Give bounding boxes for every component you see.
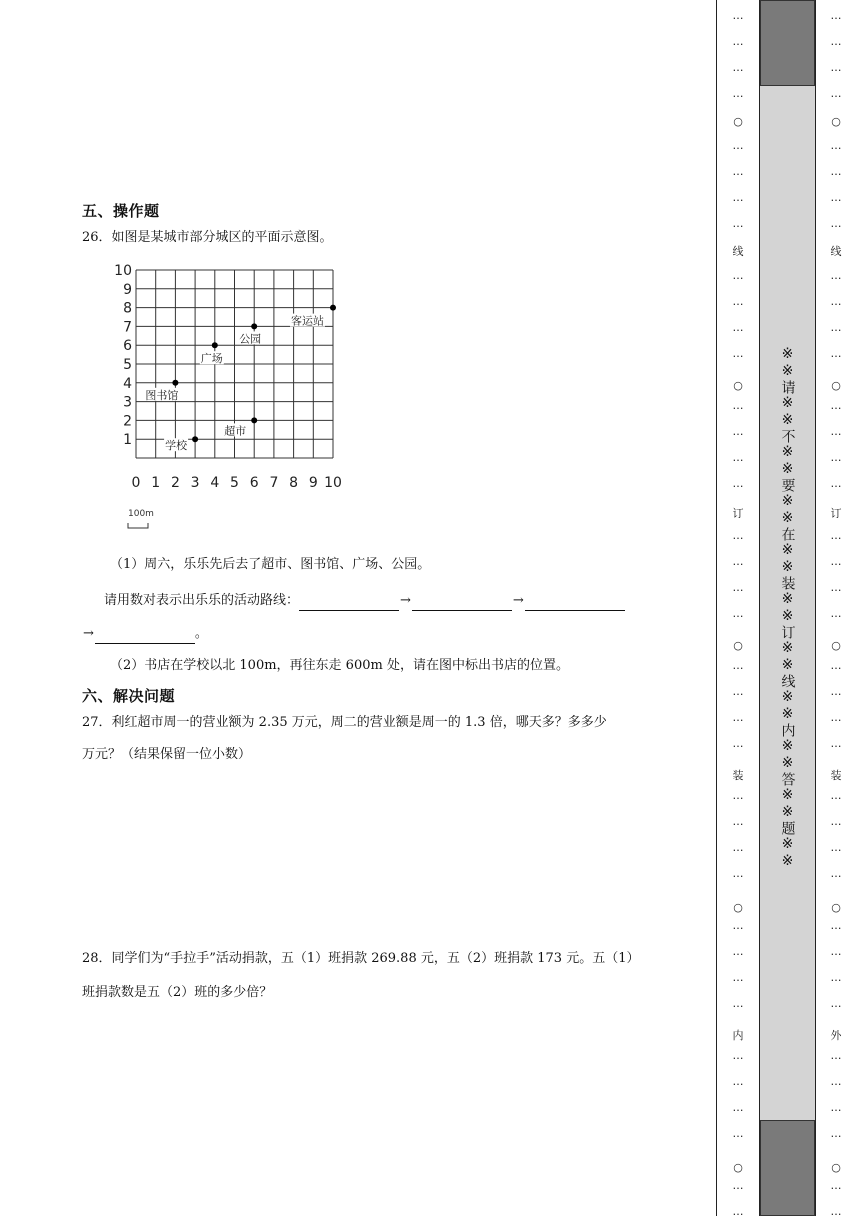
x-tick-label: 6 <box>249 475 259 491</box>
route-answer-line <box>104 591 625 611</box>
seal-dots: … <box>830 477 842 490</box>
seal-dots: … <box>830 9 842 22</box>
y-tick-label: 5 <box>123 357 132 373</box>
seal-dots: … <box>830 1205 842 1218</box>
seal-dots: … <box>732 555 744 568</box>
seal-dots: … <box>732 191 744 204</box>
seal-circle-icon: ○ <box>831 639 841 652</box>
seal-dots: … <box>732 1205 744 1218</box>
question-27-line1: 27．利红超市周一的营业额为 2.35 万元，周二的营业额是周一的 1.3 倍，哪天多？多多少 <box>82 715 607 730</box>
seal-dots: … <box>830 737 842 750</box>
seal-dots: … <box>732 685 744 698</box>
seal-label: 外 <box>830 1029 842 1042</box>
seal-dots: … <box>830 425 842 438</box>
point-label: 广场 <box>200 352 223 366</box>
seal-dots: … <box>732 321 744 334</box>
binding-warning-text: ※※请※※不※※要※※在※※装※※订※※线※※内※※答※※题※※ <box>779 346 796 870</box>
scale-bar <box>128 509 154 528</box>
route-answer-line-2 <box>82 624 208 644</box>
seal-dots: … <box>830 867 842 880</box>
seal-label: 装 <box>830 769 842 782</box>
arrow-2: → <box>512 593 524 608</box>
seal-dots: … <box>732 841 744 854</box>
y-tick-label: 2 <box>123 413 132 430</box>
seal-dots: … <box>732 711 744 724</box>
seal-dots: … <box>732 35 744 48</box>
seal-dots: … <box>732 399 744 412</box>
seal-dots: … <box>732 529 744 542</box>
point-label: 超市 <box>224 424 247 438</box>
seal-dots: … <box>830 659 842 672</box>
answer-blank-1[interactable] <box>299 596 399 611</box>
y-tick-label: 7 <box>123 319 132 336</box>
question-28-line2: 班捐款数是五（2）班的多少倍？ <box>82 985 273 1000</box>
seal-dots: … <box>830 1179 842 1192</box>
seal-dots: … <box>830 347 842 360</box>
point-label: 公园 <box>239 332 262 346</box>
seal-dots: … <box>830 165 842 178</box>
y-tick-label: 1 <box>123 432 132 449</box>
seal-dots: … <box>732 607 744 620</box>
seal-circle-icon: ○ <box>831 1161 841 1174</box>
seal-dots: … <box>732 165 744 178</box>
seal-dots: … <box>732 477 744 490</box>
scale-bar-mark <box>128 523 148 528</box>
x-tick-label: 0 <box>131 475 141 491</box>
binding-line-right <box>815 0 816 1216</box>
x-tick-label: 5 <box>230 475 239 491</box>
y-tick-label: 6 <box>123 338 132 355</box>
seal-dots: … <box>830 87 842 100</box>
seal-dots: … <box>732 425 744 438</box>
seal-circle-icon: ○ <box>831 115 841 128</box>
seal-dots: … <box>732 919 744 932</box>
seal-dots: … <box>830 1049 842 1062</box>
question-27-line2: 万元？（结果保留一位小数） <box>82 747 252 762</box>
seal-dots: … <box>830 191 842 204</box>
seal-dots: … <box>830 269 842 282</box>
seal-dots: … <box>830 997 842 1010</box>
question-26-part1: （1）周六，乐乐先后去了超市、图书馆、广场、公园。 <box>110 557 431 572</box>
arrow-1: → <box>400 593 411 608</box>
seal-circle-icon: ○ <box>733 115 743 128</box>
seal-circle-icon: ○ <box>733 379 743 392</box>
seal-dots: … <box>732 217 744 230</box>
seal-dots: … <box>830 529 842 542</box>
seal-dots: … <box>830 815 842 828</box>
seal-dots: … <box>732 815 744 828</box>
point-label: 图书馆 <box>145 388 179 402</box>
seal-label: 装 <box>732 769 744 782</box>
seal-dots: … <box>830 399 842 412</box>
seal-dots: … <box>732 139 744 152</box>
map-point <box>212 342 218 348</box>
binding-line-left <box>716 0 717 1216</box>
seal-dots: … <box>830 217 842 230</box>
route-prompt: 请用数对表示出乐乐的活动路线： <box>104 593 300 608</box>
seal-dots: … <box>732 87 744 100</box>
map-point <box>192 436 198 442</box>
seal-dots: … <box>732 347 744 360</box>
seal-dots: … <box>830 971 842 984</box>
seal-dots: … <box>830 555 842 568</box>
x-tick-label: 1 <box>151 475 161 491</box>
seal-dots: … <box>830 295 842 308</box>
y-tick-label: 8 <box>123 300 132 317</box>
x-tick-label: 9 <box>308 475 318 491</box>
point-label: 客运站 <box>291 314 324 328</box>
seal-dots: … <box>732 945 744 958</box>
seal-dots: … <box>830 139 842 152</box>
seal-dots: … <box>732 997 744 1010</box>
map-point <box>172 380 178 386</box>
seal-dots: … <box>732 1075 744 1088</box>
seal-label: 订 <box>830 507 842 520</box>
map-point <box>251 323 257 329</box>
answer-blank-4[interactable] <box>95 629 195 644</box>
seal-dots: … <box>732 789 744 802</box>
seal-dots: … <box>732 1049 744 1062</box>
seal-label: 线 <box>732 245 744 258</box>
question-26-stem: 26．如图是某城市部分城区的平面示意图。 <box>82 230 333 245</box>
seal-dots: … <box>732 737 744 750</box>
seal-dots: … <box>830 581 842 594</box>
seal-label: 订 <box>732 507 744 520</box>
answer-blank-2[interactable] <box>412 596 512 611</box>
section-title-operation: 五、操作题 <box>82 202 160 220</box>
map-point <box>330 305 336 311</box>
x-tick-label: 2 <box>170 475 180 491</box>
x-tick-label: 4 <box>210 475 220 491</box>
x-tick-label: 7 <box>269 475 279 491</box>
seal-dots: … <box>830 919 842 932</box>
seal-dots: … <box>830 35 842 48</box>
y-tick-label: 3 <box>123 394 132 411</box>
seal-label: 线 <box>830 245 842 258</box>
seal-dots: … <box>732 295 744 308</box>
seal-dots: … <box>830 685 842 698</box>
seal-dots: … <box>830 61 842 74</box>
y-tick-label: 4 <box>123 375 132 392</box>
seal-dots: … <box>732 867 744 880</box>
inner-seal-line <box>731 0 745 1216</box>
seal-dots: … <box>732 659 744 672</box>
seal-circle-icon: ○ <box>733 1161 743 1174</box>
x-tick-labels <box>132 475 342 491</box>
seal-dots: … <box>732 451 744 464</box>
period: 。 <box>194 626 208 641</box>
seal-dots: … <box>830 711 842 724</box>
seal-dots: … <box>830 321 842 334</box>
question-28-line1: 28．同学们为“手拉手”活动捐款，五（1）班捐款 269.88 元，五（2）班捐款 173 元。五（1） <box>82 951 640 966</box>
seal-dots: … <box>732 581 744 594</box>
y-tick-label: 9 <box>123 281 132 298</box>
x-tick-label: 3 <box>190 475 200 491</box>
seal-dots: … <box>732 1179 744 1192</box>
seal-dots: … <box>830 789 842 802</box>
seal-circle-icon: ○ <box>733 901 743 914</box>
seal-dots: … <box>732 1127 744 1140</box>
point-label: 学校 <box>165 439 188 453</box>
seal-circle-icon: ○ <box>831 901 841 914</box>
seal-circle-icon: ○ <box>733 639 743 652</box>
seal-dots: … <box>830 841 842 854</box>
x-tick-label: 8 <box>289 475 299 491</box>
question-26-part2: （2）书店在学校以北 100m，再往东走 600m 处，请在图中标出书店的位置。 <box>110 658 569 673</box>
arrow-3: → <box>83 626 94 641</box>
section-title-problems: 六、解决问题 <box>82 687 176 705</box>
seal-dots: … <box>732 1101 744 1114</box>
city-grid-map <box>100 262 360 542</box>
answer-blank-3[interactable] <box>525 596 625 611</box>
binding-warning-note <box>760 0 815 1216</box>
y-tick-labels <box>114 263 132 448</box>
seal-dots: … <box>732 61 744 74</box>
seal-dots: … <box>830 1101 842 1114</box>
outer-seal-line <box>829 0 843 1216</box>
x-tick-label: 10 <box>324 475 342 491</box>
seal-dots: … <box>830 1075 842 1088</box>
seal-dots: … <box>830 945 842 958</box>
seal-dots: … <box>830 607 842 620</box>
seal-label: 内 <box>732 1029 744 1042</box>
seal-dots: … <box>732 9 744 22</box>
map-point <box>251 417 257 423</box>
y-tick-label: 10 <box>114 263 132 279</box>
seal-dots: … <box>830 1127 842 1140</box>
seal-circle-icon: ○ <box>831 379 841 392</box>
seal-dots: … <box>732 269 744 282</box>
seal-dots: … <box>732 971 744 984</box>
scale-label: 100m <box>128 509 154 519</box>
seal-dots: … <box>830 451 842 464</box>
